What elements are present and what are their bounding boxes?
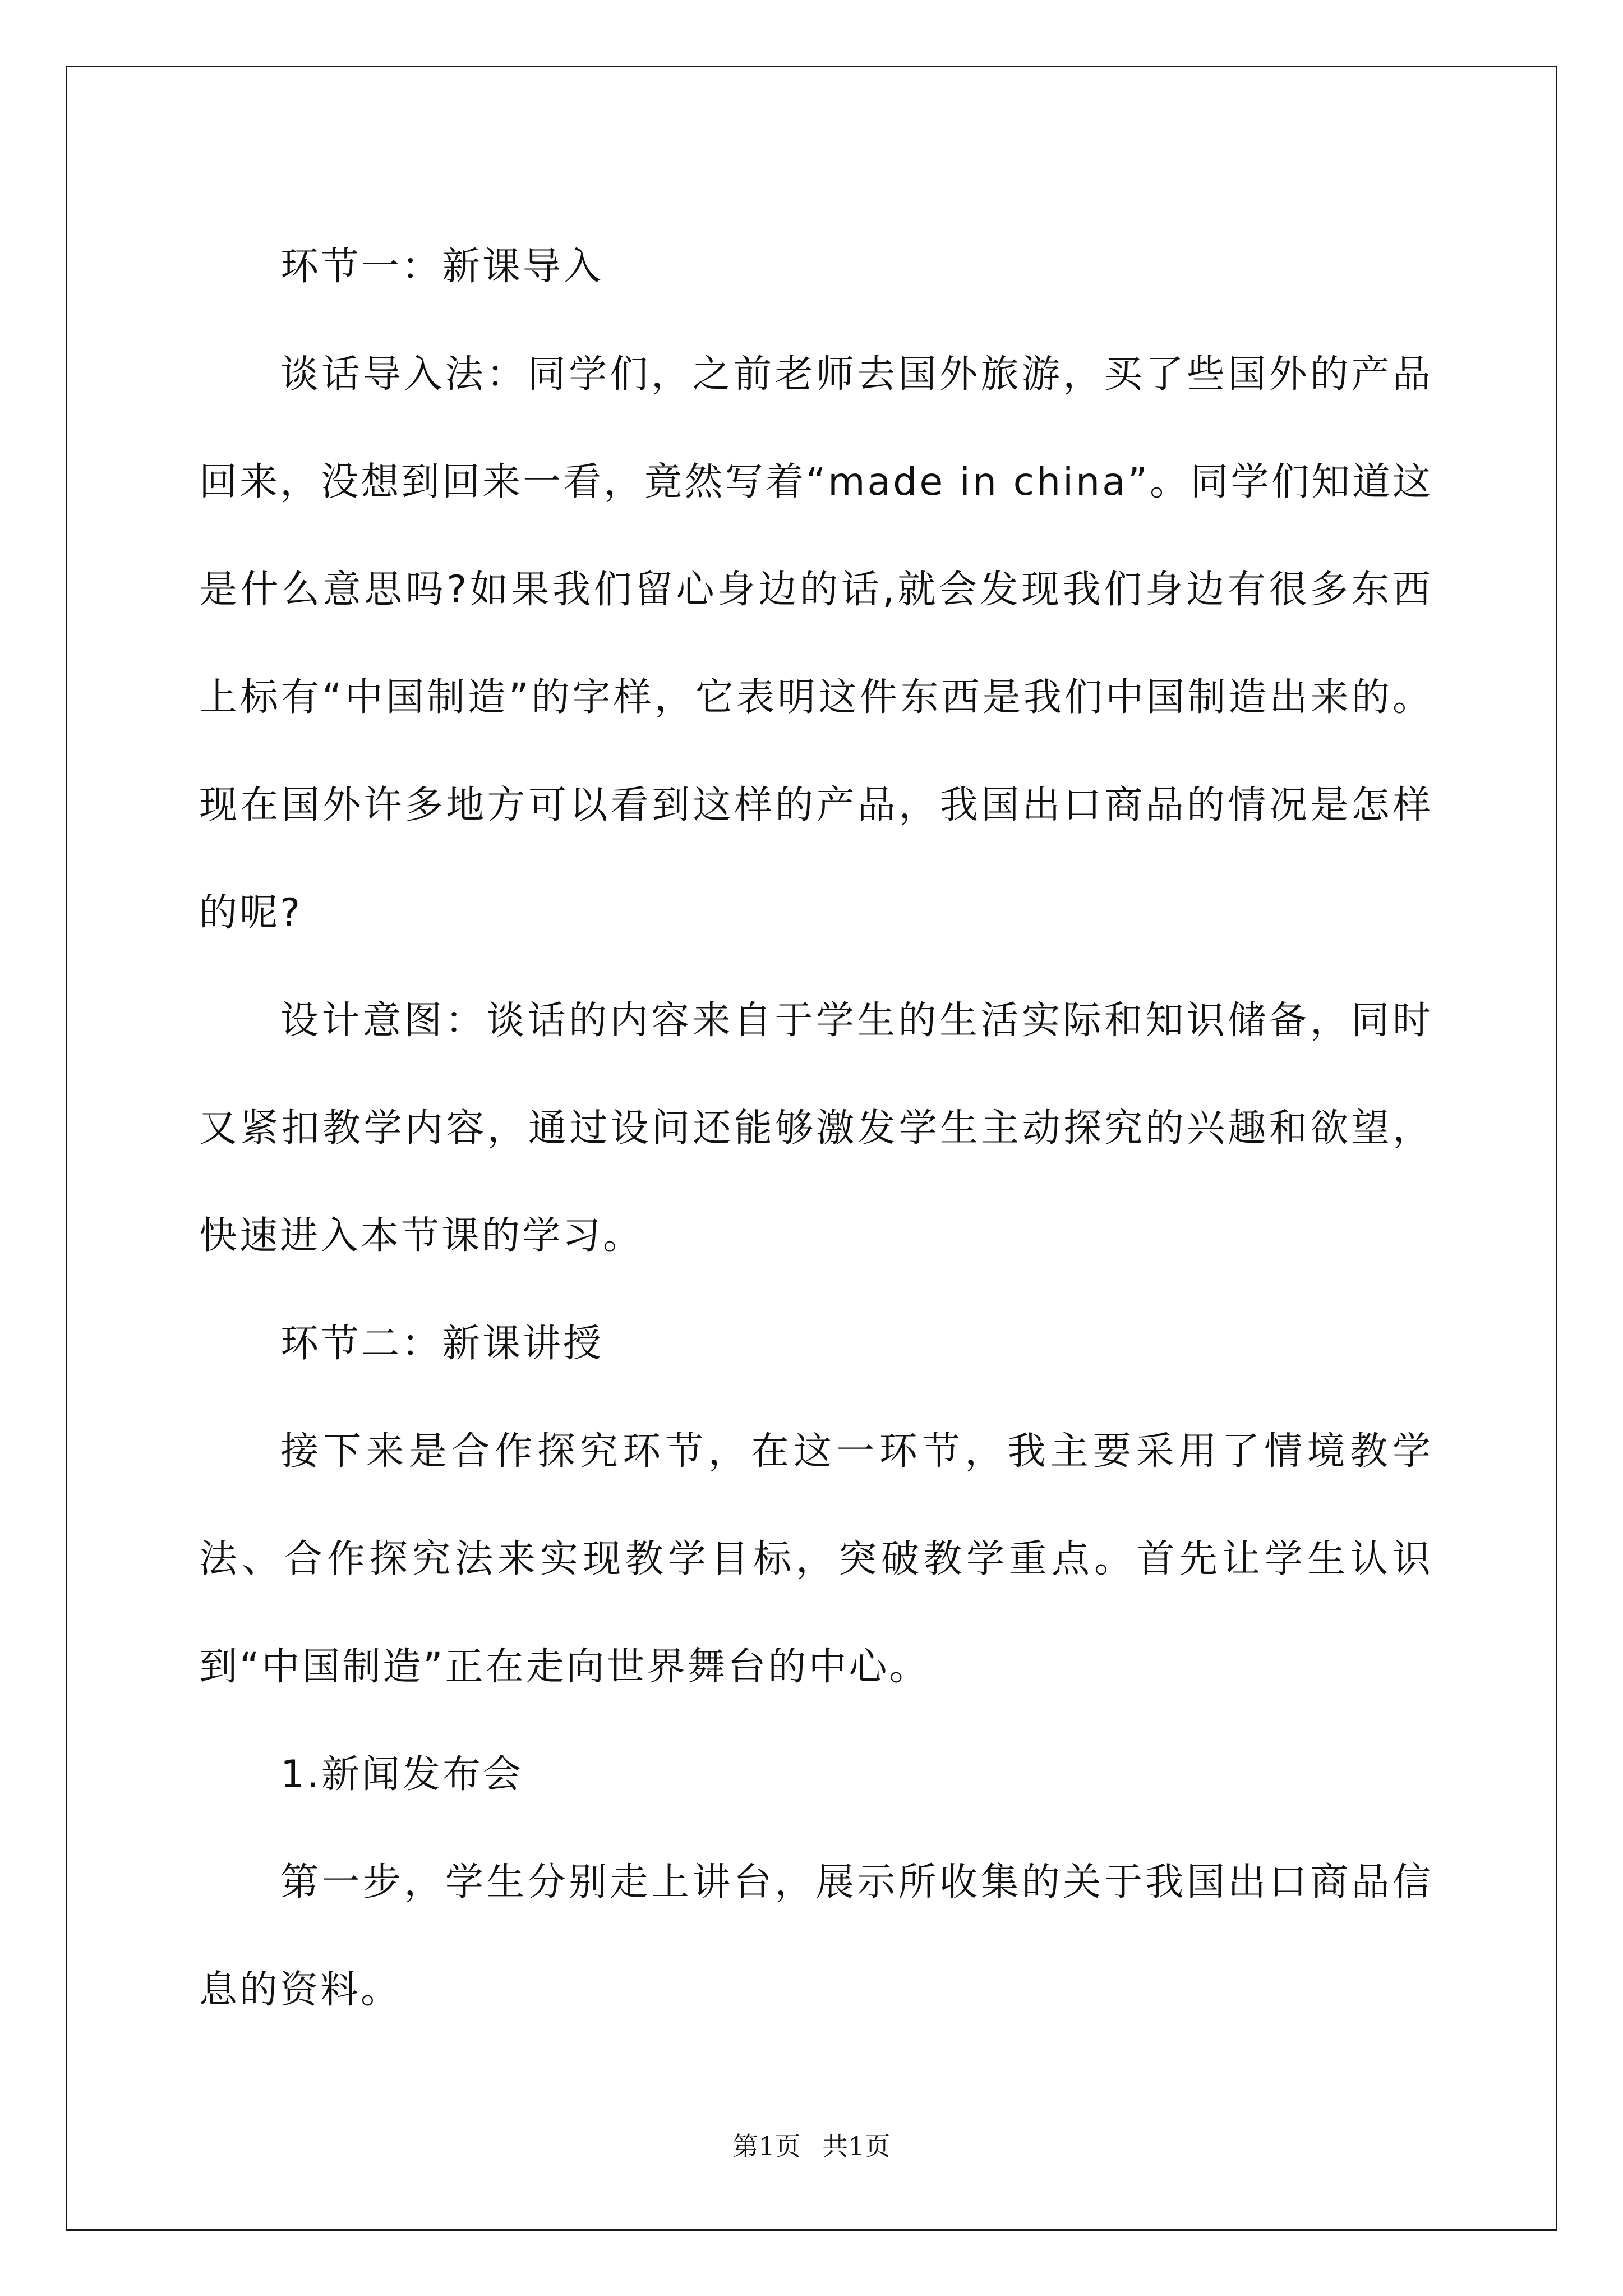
page-number-total: 共1页 — [822, 2131, 891, 2161]
document-body — [199, 213, 1433, 2044]
page-footer — [0, 2126, 1623, 2163]
page-number-current: 第1页 — [732, 2131, 801, 2161]
section-heading-1: 环节一：新课导入 — [280, 245, 604, 289]
section-heading-2: 环节二：新课讲授 — [280, 1322, 604, 1366]
paragraph-cooperation: 接下来是合作探究环节，在这一环节，我主要采用了情境教学法、合作探究法来实现教学目标，突破教学重点。首先让学生认识到“中国制造”正在走向世界舞台的中心。 — [199, 1429, 1433, 1689]
paragraph-intro: 谈话导入法：同学们，之前老师去国外旅游，买了些国外的产品回来，没想到回来一看，竟然写着“made in china”。同学们知道这是什么意思吗?如果我们留心身边的话,就会发现我们身边有很多东西上标有“中国制造”的字样，它表明这件东西是我们中国制造出来的。现在国外许多地方可以看到这样的产品，我国出口商品的情况是怎样的呢? — [199, 352, 1433, 935]
subheading-press-conference: 1.新闻发布会 — [280, 1752, 523, 1797]
paragraph-design-intent: 设计意图：谈话的内容来自于学生的生活实际和知识储备，同时又紧扣教学内容，通过设问还能够激发学生主动探究的兴趣和欲望，快速进入本节课的学习。 — [199, 999, 1433, 1258]
paragraph-step-one: 第一步，学生分别走上讲台，展示所收集的关于我国出口商品信息的资料。 — [199, 1860, 1433, 2012]
